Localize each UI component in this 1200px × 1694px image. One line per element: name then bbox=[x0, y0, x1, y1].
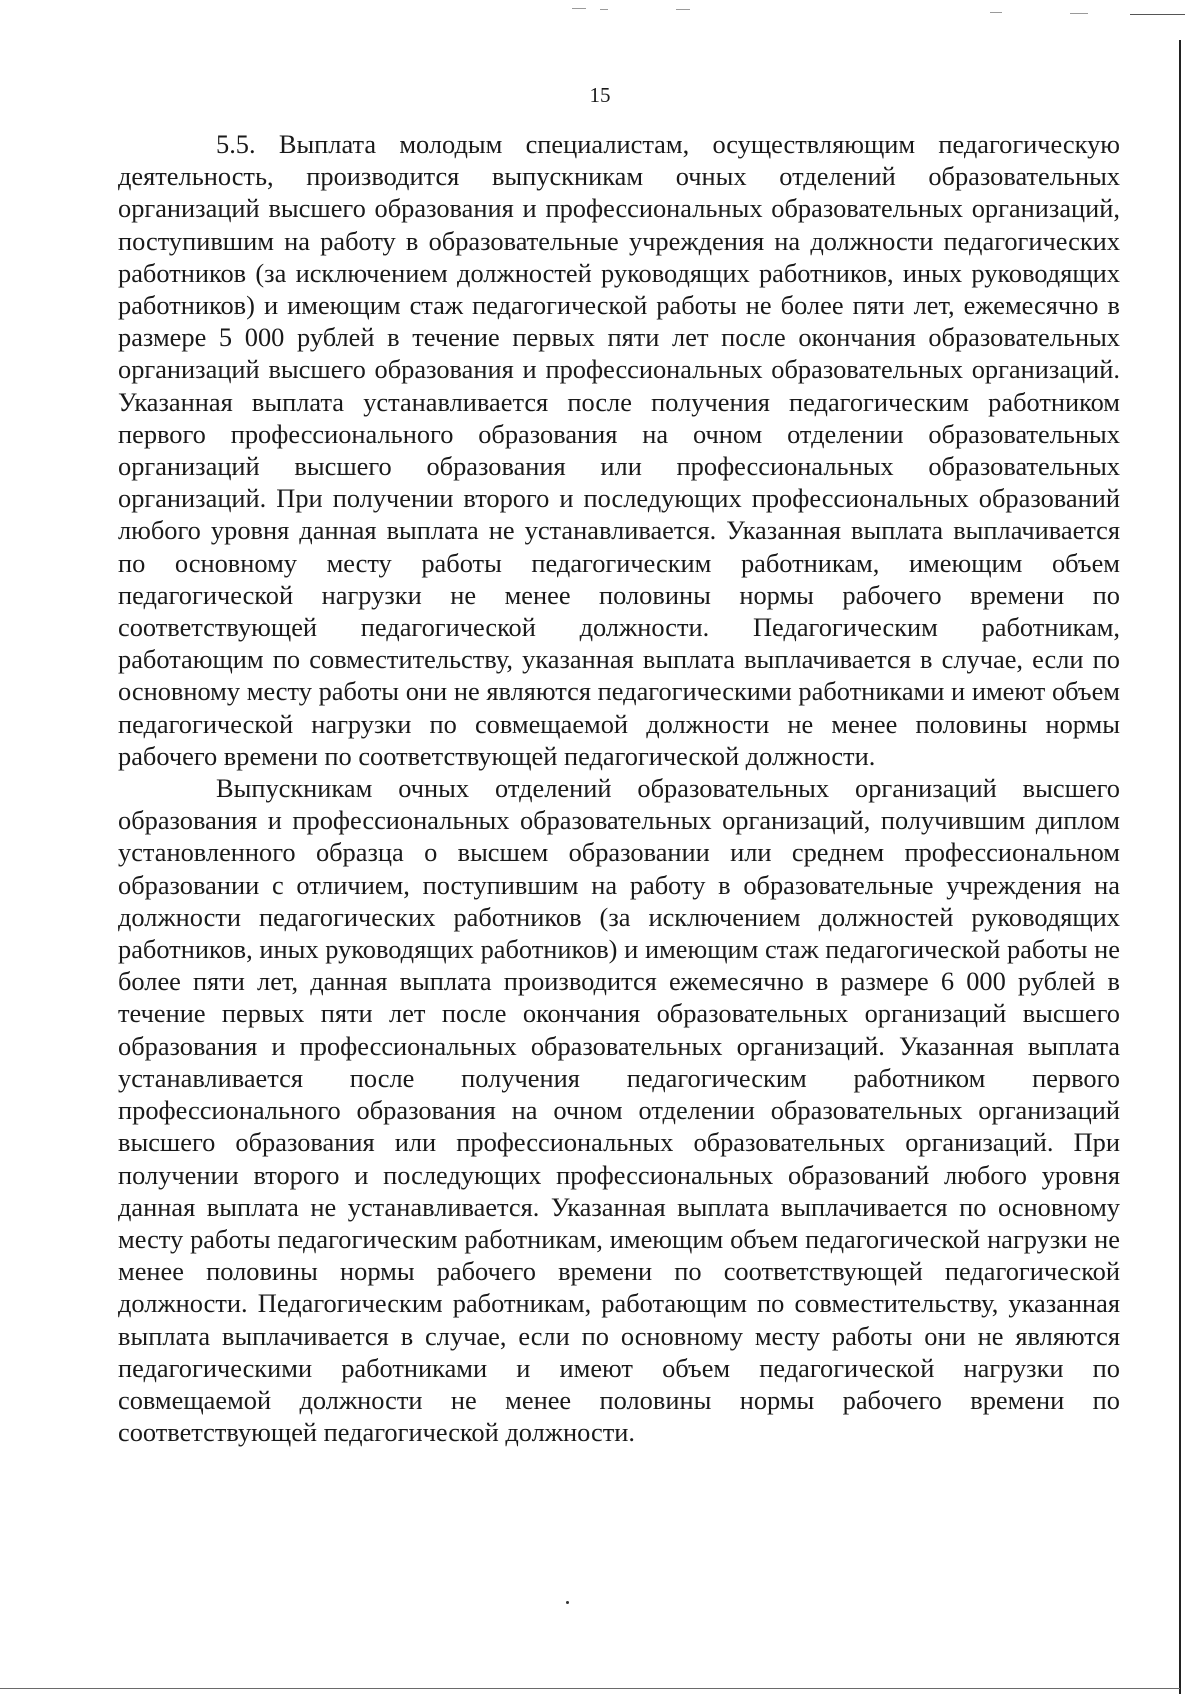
document-body bbox=[118, 128, 1120, 1448]
scan-speck bbox=[566, 1601, 569, 1604]
scan-artifact-top-4 bbox=[990, 12, 1002, 13]
scan-artifact-top-1 bbox=[572, 8, 586, 9]
paragraph-5-5: 5.5. Выплата молодым специалистам, осуществляющим педагогическую деятельность, производится выпускникам очных отделений образовательных организаций высшего образования и профессиональных образовательных организаций, поступившим на работу в образовательные учреждения на должности педагогических работников (за исключением должностей руководящих работников, иных руководящих работников) и имеющим стаж педагогической работы не более пяти лет, ежемесячно в размере 5 000 рублей в течение первых пяти лет после окончания образовательных организаций высшего образования и профессиональных образовательных организаций. Указанная выплата устанавливается после получения педагогическим работником первого профессионального образования на очном отделении образовательных организаций высшего образования или профессиональных образовательных организаций. При получении второго и последующих профессиональных образований любого уровня данная выплата не устанавливается. Указанная выплата выплачивается по основному месту работы педагогическим работникам, имеющим объем педагогической нагрузки не менее половины нормы рабочего времени по соответствующей педагогической должности. Педагогическим работникам, работающим по совместительству, указанная выплата выплачивается в случае, если по основному месту работы они не являются педагогическими работниками и имеют объем педагогической нагрузки по совмещаемой должности не менее половины нормы рабочего времени по соответствующей педагогической должности. bbox=[118, 129, 1120, 771]
paragraph-graduates-with-honors: Выпускникам очных отделений образовательных организаций высшего образования и профессиональных образовательных организаций, получившим диплом установленного образца о высшем образовании или среднем профессиональном образовании с отличием, поступившим на работу в образовательные учреждения на должности педагогических работников (за исключением должностей руководящих работников, иных руководящих работников) и имеющим стаж педагогической работы не более пяти лет, данная выплата производится ежемесячно в размере 6 000 рублей в течение первых пяти лет после окончания образовательных организаций высшего образования и профессиональных образовательных организаций. Указанная выплата устанавливается после получения педагогическим работником первого профессионального образования на очном отделении образовательных организаций высшего образования или профессиональных образовательных организаций. При получении второго и последующих профессиональных образований любого уровня данная выплата не устанавливается. Указанная выплата выплачивается по основному месту работы педагогическим работникам, имеющим объем педагогической нагрузки не менее половины нормы рабочего времени по соответствующей педагогической должности. Педагогическим работникам, работающим по совместительству, указанная выплата выплачивается в случае, если по основному месту работы они не являются педагогическими работниками и имеют объем педагогической нагрузки по совмещаемой должности не менее половины нормы рабочего времени по соответствующей педагогической должности. bbox=[118, 773, 1120, 1448]
scan-artifact-top-3 bbox=[676, 9, 690, 10]
scan-page-edge-right bbox=[1179, 40, 1181, 1694]
scan-artifact-top-6 bbox=[1130, 14, 1185, 15]
scan-artifact-top-5 bbox=[1070, 13, 1088, 14]
scan-page-edge-bottom bbox=[0, 1688, 1180, 1689]
scan-artifact-top-2 bbox=[600, 9, 608, 10]
page-number: 15 bbox=[589, 83, 611, 107]
